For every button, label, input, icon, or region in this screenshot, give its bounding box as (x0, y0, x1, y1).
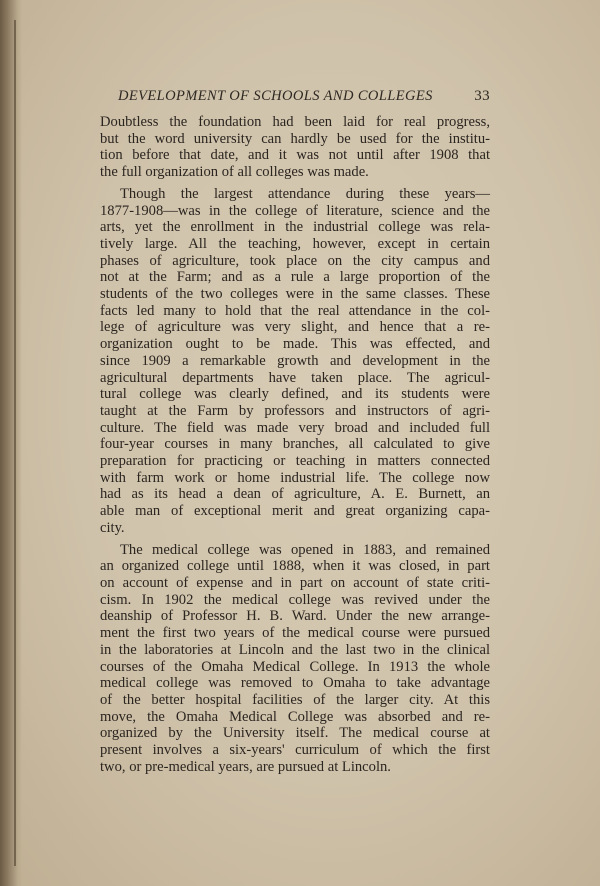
text-line: lege of agriculture was very slight, and hence that a re- (100, 319, 490, 336)
text-line: of the better hospital facilities of the larger city. At this (100, 691, 490, 708)
text-line: agricultural departments have taken place. The agricul- (100, 369, 490, 386)
text-line: facts led many to hold that the real attendance in the col- (100, 302, 490, 319)
text-line: taught at the Farm by professors and instructors of agri- (100, 402, 490, 419)
text-line: phases of agriculture, took place on the city campus and (100, 252, 490, 269)
text-line: tively large. All the teaching, however, except in certain (100, 235, 490, 252)
text-line: tural college was clearly defined, and its students were (100, 386, 490, 403)
text-line: ment the first two years of the medical course were pursued (100, 625, 490, 642)
page-number: 33 (474, 88, 490, 104)
text-line: Though the largest attendance during these years— (120, 185, 490, 202)
text-line: city. (100, 519, 125, 536)
text-line: with farm work or home industrial life. The college now (100, 469, 490, 486)
text-line: arts, yet the enrollment in the industrial college was rela- (100, 219, 490, 236)
paragraph (100, 186, 490, 537)
paragraph (100, 542, 490, 776)
text-line: students of the two colleges were in the same classes. These (100, 286, 490, 303)
text-line: cism. In 1902 the medical college was revived under the (100, 591, 490, 608)
text-line: medical college was removed to Omaha to take advantage (100, 675, 490, 692)
text-line: culture. The field was made very broad and included full (100, 419, 490, 436)
text-line: but the word university can hardly be used for the institu- (100, 130, 490, 147)
text-line: tion before that date, and it was not until after 1908 that (100, 147, 490, 164)
text-line: not at the Farm; and as a rule a large proportion of the (100, 269, 490, 286)
text-line: in the laboratories at Lincoln and the last two in the clinical (100, 641, 490, 658)
text-line: four-year courses in many branches, all calculated to give (100, 436, 490, 453)
text-line: had as its head a dean of agriculture, A. E. Burnett, an (100, 486, 490, 503)
running-head (118, 88, 490, 110)
text-line: Doubtless the foundation had been laid for real progress, (100, 114, 490, 130)
binding-edge (14, 20, 16, 866)
text-line: on account of expense and in part on account of state criti- (100, 574, 490, 591)
text-line: organized by the University itself. The medical course at (100, 725, 490, 742)
text-line: present involves a six-years' curriculum of which the first (100, 742, 490, 759)
text-line: deanship of Professor H. B. Ward. Under the new arrange- (100, 608, 490, 625)
text-line: preparation for practicing or teaching in matters connected (100, 453, 490, 470)
text-line: able man of exceptional merit and great organizing capa- (100, 503, 490, 520)
text-line: two, or pre-medical years, are pursued at Lincoln. (100, 758, 391, 775)
running-head-title: DEVELOPMENT OF SCHOOLS AND COLLEGES (118, 88, 433, 104)
paragraph (100, 114, 490, 181)
text-line: move, the Omaha Medical College was absorbed and re- (100, 708, 490, 725)
text-line: organization ought to be made. This was effected, and (100, 336, 490, 353)
text-line: 1877-1908—was in the college of literature, science and the (100, 202, 490, 219)
text-line: since 1909 a remarkable growth and development in the (100, 352, 490, 369)
text-line: the full organization of all colleges was made. (100, 164, 369, 181)
text-line: an organized college until 1888, when it was closed, in part (100, 558, 490, 575)
page-gutter (0, 0, 22, 886)
body-text (100, 114, 490, 775)
text-line: The medical college was opened in 1883, and remained (120, 541, 490, 558)
text-line: courses of the Omaha Medical College. In 1913 the whole (100, 658, 490, 675)
